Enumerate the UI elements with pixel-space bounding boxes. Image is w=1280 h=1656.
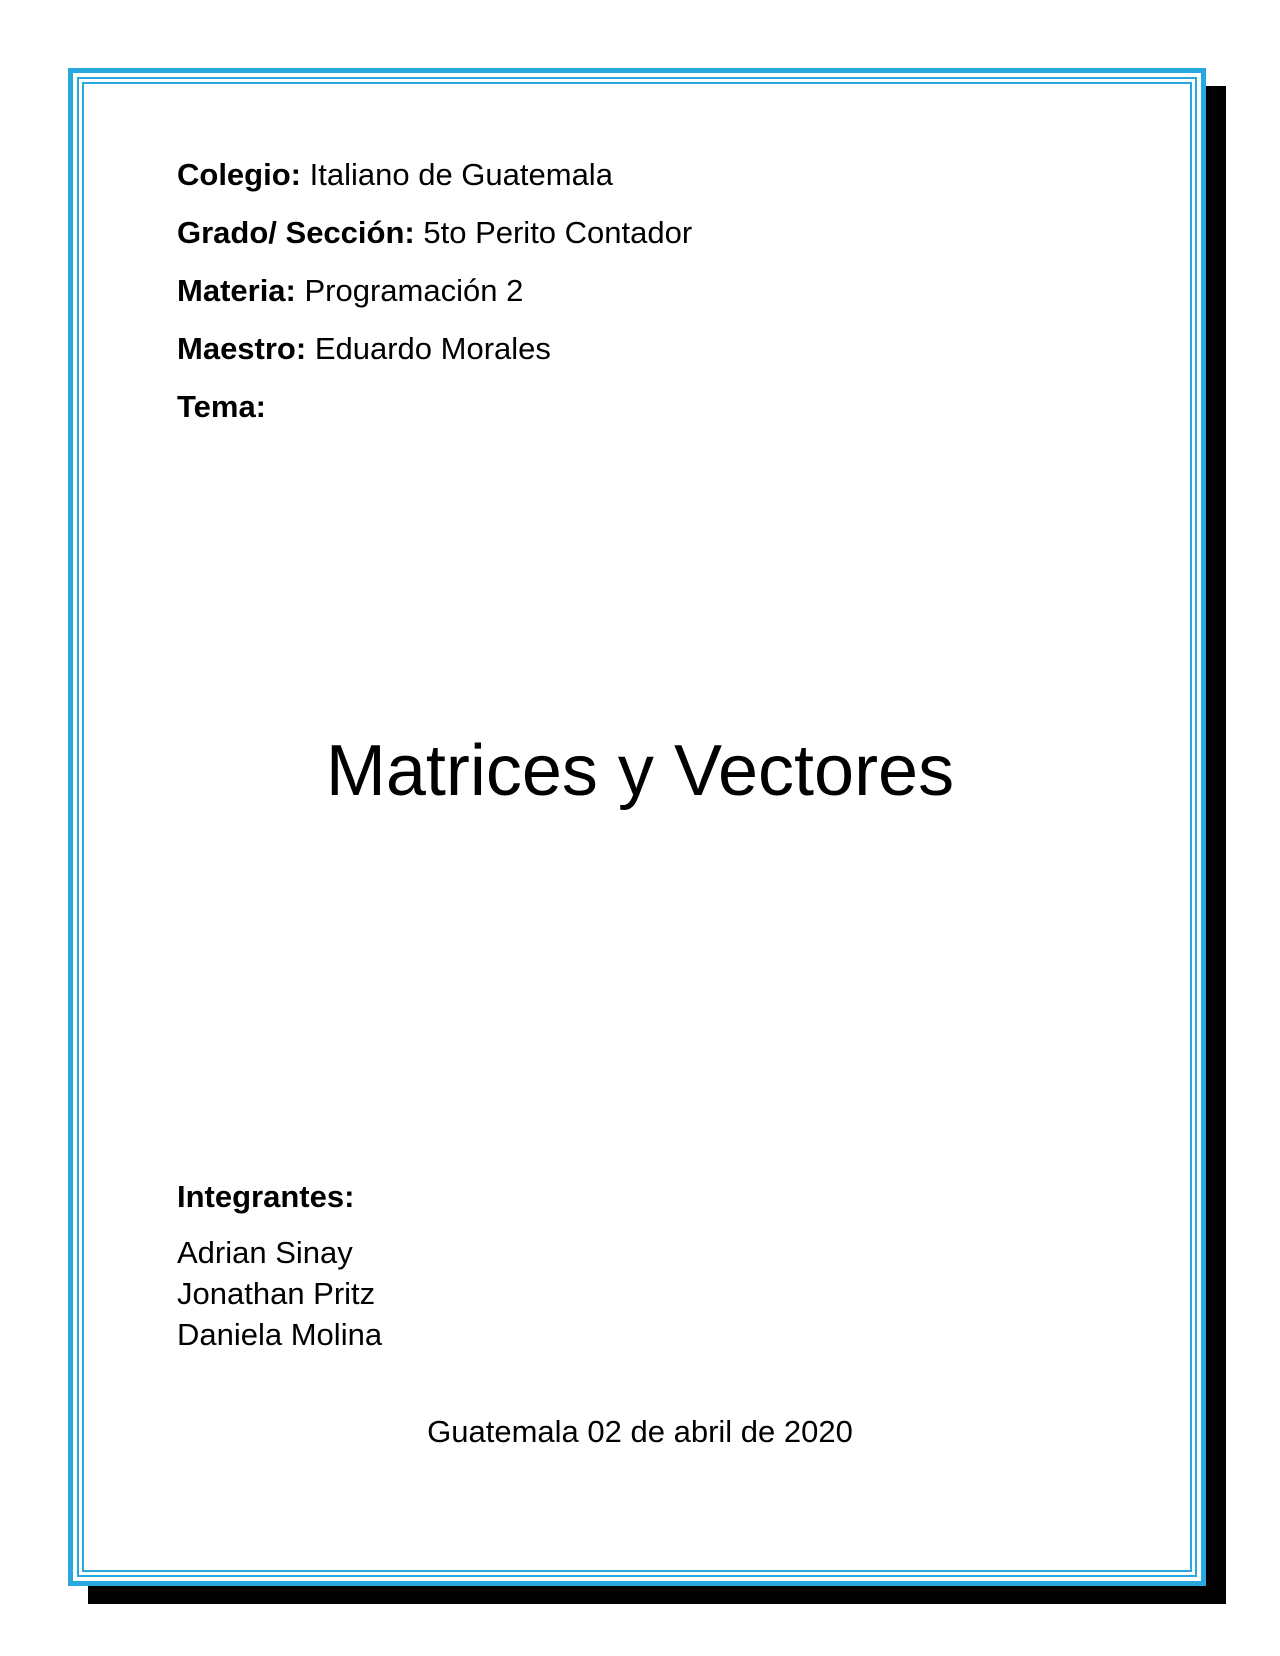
member-name: Jonathan Pritz — [177, 1276, 376, 1311]
grado-row — [177, 204, 692, 262]
grado-value: 5to Perito Contador — [423, 215, 693, 250]
colegio-value: Italiano de Guatemala — [309, 157, 613, 192]
maestro-row — [177, 320, 692, 378]
maestro-label: Maestro: — [177, 331, 307, 366]
tema-label: Tema: — [177, 389, 267, 424]
member-name: Adrian Sinay — [177, 1235, 353, 1270]
materia-row — [177, 262, 692, 320]
maestro-value: Eduardo Morales — [314, 331, 551, 366]
member-name: Daniela Molina — [177, 1317, 383, 1352]
date-line: Guatemala 02 de abril de 2020 — [427, 1414, 853, 1449]
materia-value: Programación 2 — [304, 273, 524, 308]
materia-label: Materia: — [177, 273, 296, 308]
colegio-row — [177, 146, 692, 204]
document-title: Matrices y Vectores — [325, 731, 955, 811]
tema-row — [177, 378, 692, 436]
members-label: Integrantes: — [177, 1179, 355, 1214]
members-list — [177, 1232, 382, 1355]
colegio-label: Colegio: — [177, 157, 301, 192]
grado-label: Grado/ Sección: — [177, 215, 415, 250]
header-info-block — [177, 146, 692, 436]
